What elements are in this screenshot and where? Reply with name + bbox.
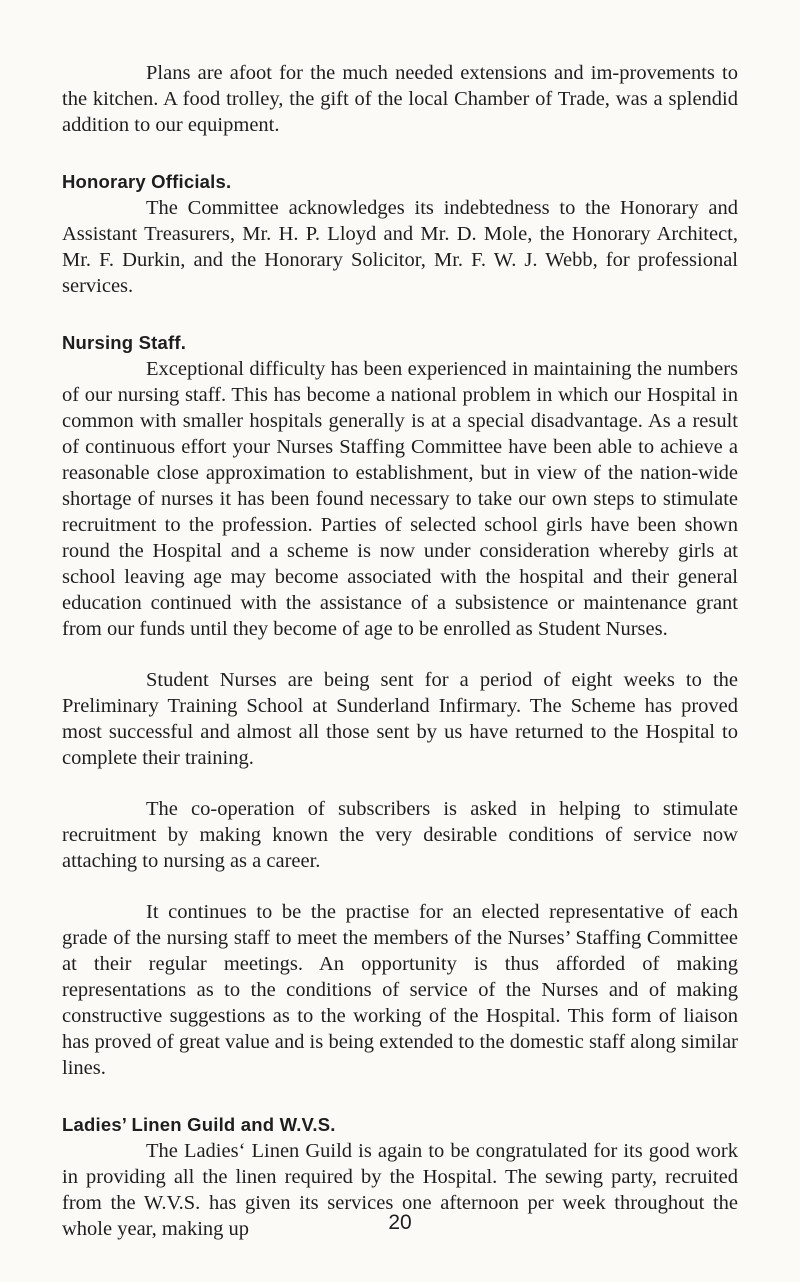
linen-guild-paragraph: The Ladies‘ Linen Guild is again to be congratulated for its good work in providing all the linen required by the Hospital. The sewing party, recruited from the W.V.S. has given its services one afternoon per week throughout the whole year, making up bbox=[62, 1140, 738, 1240]
honorary-officials-section bbox=[62, 169, 738, 299]
honorary-officials-heading: Honorary Officials. bbox=[62, 171, 232, 192]
nursing-staff-section bbox=[62, 330, 738, 1081]
nursing-paragraph-4: It continues to be the practise for an elected representative of each grade of the nursing staff to meet the members of the Nurses’ Staffing Committee at their regular meetings. An opportunity is thus afforded of making representations as to the conditions of service of the Nurses and of making constructive suggestions as to the working of the Hospital. This form of liaison has proved of great value and is being extended to the domestic staff along similar lines. bbox=[62, 901, 738, 1079]
nursing-paragraph-3: The co-operation of subscribers is asked in helping to stimulate recruitment by making known the very desirable conditions of service now attaching to nursing as a career. bbox=[62, 798, 738, 872]
intro-paragraph: Plans are afoot for the much needed extensions and im-provements to the kitchen. A food trolley, the gift of the local Chamber of Trade, was a splendid addition to our equipment. bbox=[62, 62, 738, 136]
nursing-paragraph-1: Exceptional difficulty has been experienced in maintaining the numbers of our nursing staff. This has become a national problem in which our Hospital in common with smaller hospitals generally is at a special disadvantage. As a result of continuous effort your Nurses Staffing Committee have been able to achieve a reasonable close approximation to establishment, but in view of the nation-wide shortage of nurses it has been found necessary to take our own steps to stimulate recruitment to the profession. Parties of selected school girls have been shown round the Hospital and a scheme is now under consideration whereby girls at school leaving age may become associated with the hospital and their general education continued with the assistance of a subsistence or maintenance grant from our funds until they become of age to be enrolled as Student Nurses. bbox=[62, 358, 738, 640]
nursing-paragraph-2: Student Nurses are being sent for a period of eight weeks to the Preliminary Training School at Sunderland Infirmary. The Scheme has proved most successful and almost all those sent by us have returned to the Hospital to complete their training. bbox=[62, 669, 738, 769]
page-number: 20 bbox=[388, 1211, 412, 1234]
honorary-officials-paragraph: The Committee acknowledges its indebtedness to the Honorary and Assistant Treasurers, Mr. H. P. Lloyd and Mr. D. Mole, the Honorary Architect, Mr. F. Durkin, and the Honorary Solicitor, Mr. F. W. J. Webb, for professional services. bbox=[62, 197, 738, 297]
nursing-block-3 bbox=[62, 796, 738, 874]
nursing-staff-heading: Nursing Staff. bbox=[62, 332, 187, 353]
linen-guild-heading: Ladies’ Linen Guild and W.V.S. bbox=[62, 1114, 336, 1135]
nursing-block-2 bbox=[62, 667, 738, 771]
document-page bbox=[62, 60, 738, 1242]
nursing-block-4 bbox=[62, 899, 738, 1081]
